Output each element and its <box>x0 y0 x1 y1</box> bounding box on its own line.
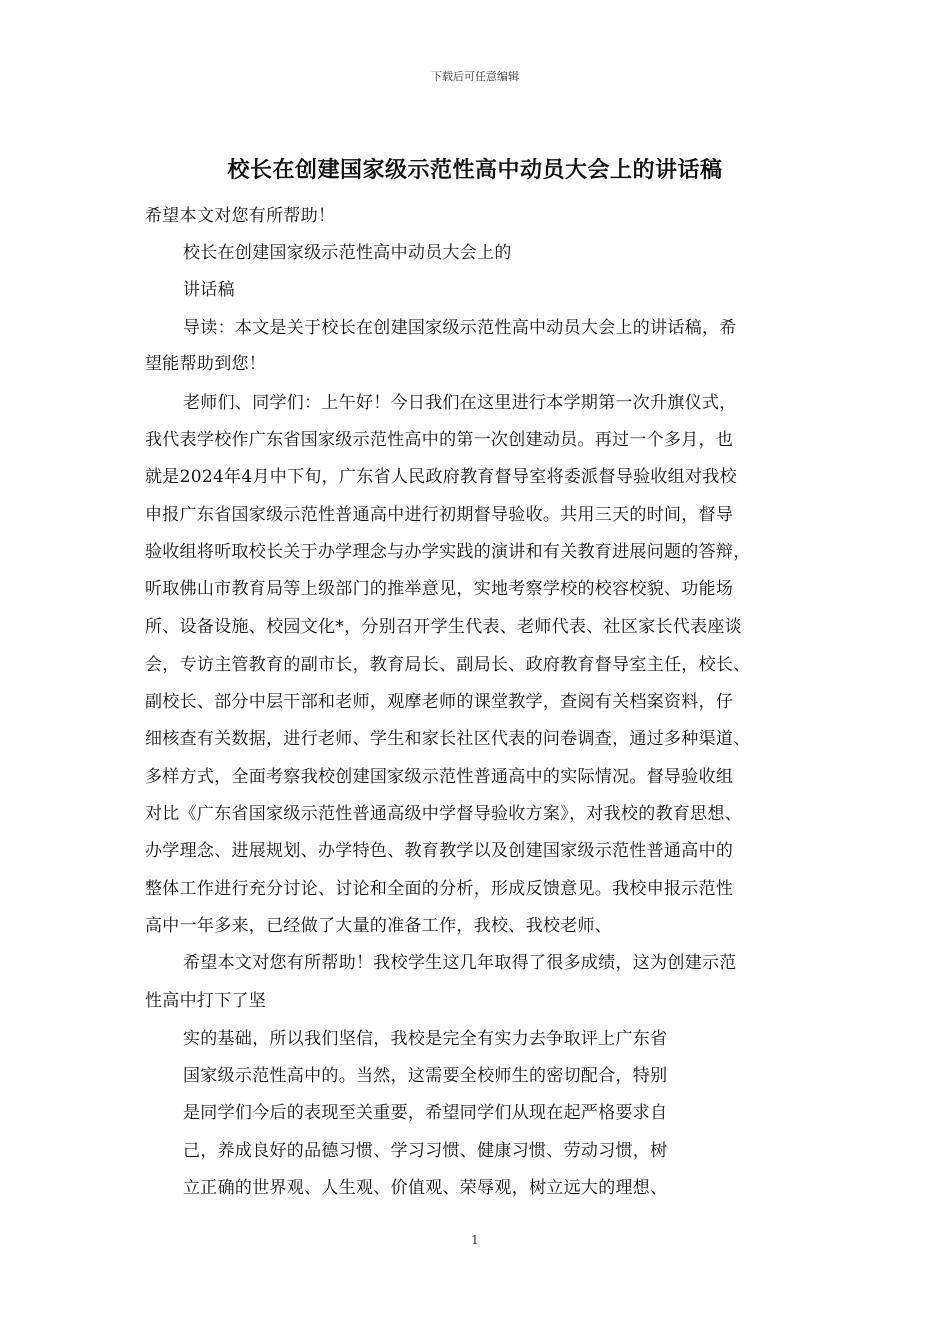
text-line: 听取佛山市教育局等上级部门的推举意见，实地考察学校的校容校貌、功能场 <box>145 579 734 599</box>
text-line: 高中一年多来，已经做了大量的准备工作，我校、我校老师、 <box>145 916 613 936</box>
text-line: 实的基础，所以我们坚信，我校是完全有实力去争取评上广东省 <box>183 1029 668 1049</box>
text-line: 验收组将听取校长关于办学理念与办学实践的演讲和有关教育进展问题的答辩， <box>145 542 751 562</box>
text-line: 办学理念、进展规划、办学特色、教育教学以及创建国家级示范性普通高中的 <box>145 841 734 861</box>
page-number: 1 <box>471 1233 479 1247</box>
text-line: 是同学们今后的表现至关重要，希望同学们从现在起严格要求自 <box>183 1103 668 1123</box>
text-line: 国家级示范性高中的。当然，这需要全校师生的密切配合，特别 <box>183 1066 668 1086</box>
text-line: 希望本文对您有所帮助！我校学生这几年取得了很多成绩，这为创建示范 <box>183 953 737 973</box>
text-line: 对比《广东省国家级示范性普通高级中学督导验收方案》，对我校的教育思想、 <box>145 804 742 824</box>
text-line: 性高中打下了坚 <box>145 991 267 1011</box>
text-line: 申报广东省国家级示范性普通高中进行初期督导验收。共用三天的时间，督导 <box>145 505 734 525</box>
text-line: 立正确的世界观、人生观、价值观、荣辱观，树立远大的理想、 <box>183 1178 668 1198</box>
text-line: 副校长、部分中层干部和老师，观摩老师的课堂教学，查阅有关档案资料，仔 <box>145 692 734 712</box>
text-line: 己，养成良好的品德习惯、学习习惯、健康习惯、劳动习惯，树 <box>183 1141 668 1161</box>
page-header: 下载后可任意编辑 <box>431 70 519 83</box>
text-line: 细核查有关数据，进行老师、学生和家长社区代表的问卷调查，通过多种渠道、 <box>145 729 751 749</box>
text-line: 希望本文对您有所帮助！ <box>145 206 336 226</box>
text-line: 我代表学校作广东省国家级示范性高中的第一次创建动员。再过一个多月，也 <box>145 430 734 450</box>
text-line: 多样方式，全面考察我校创建国家级示范性普通高中的实际情况。督导验收组 <box>145 767 734 787</box>
document-title: 校长在创建国家级示范性高中动员大会上的讲话稿 <box>227 157 723 183</box>
text-line: 所、设备设施、校园文化*，分别召开学生代表、老师代表、社区家长代表座谈 <box>145 617 742 637</box>
text-line: 会，专访主管教育的副市长，教育局长、副局长、政府教育督导室主任，校长、 <box>145 655 751 675</box>
text-line: 望能帮助到您！ <box>145 354 267 374</box>
text-line: 老师们、同学们：上午好！今日我们在这里进行本学期第一次升旗仪式， <box>183 393 737 413</box>
text-line: 就是2024年4月中下旬，广东省人民政府教育督导室将委派督导验收组对我校 <box>145 467 737 487</box>
text-line: 导读：本文是关于校长在创建国家级示范性高中动员大会上的讲话稿，希 <box>183 318 737 338</box>
text-line: 讲话稿 <box>183 280 235 300</box>
text-line: 整体工作进行充分讨论、讨论和全面的分析，形成反馈意见。我校申报示范性 <box>145 879 734 899</box>
text-line: 校长在创建国家级示范性高中动员大会上的 <box>183 243 512 263</box>
